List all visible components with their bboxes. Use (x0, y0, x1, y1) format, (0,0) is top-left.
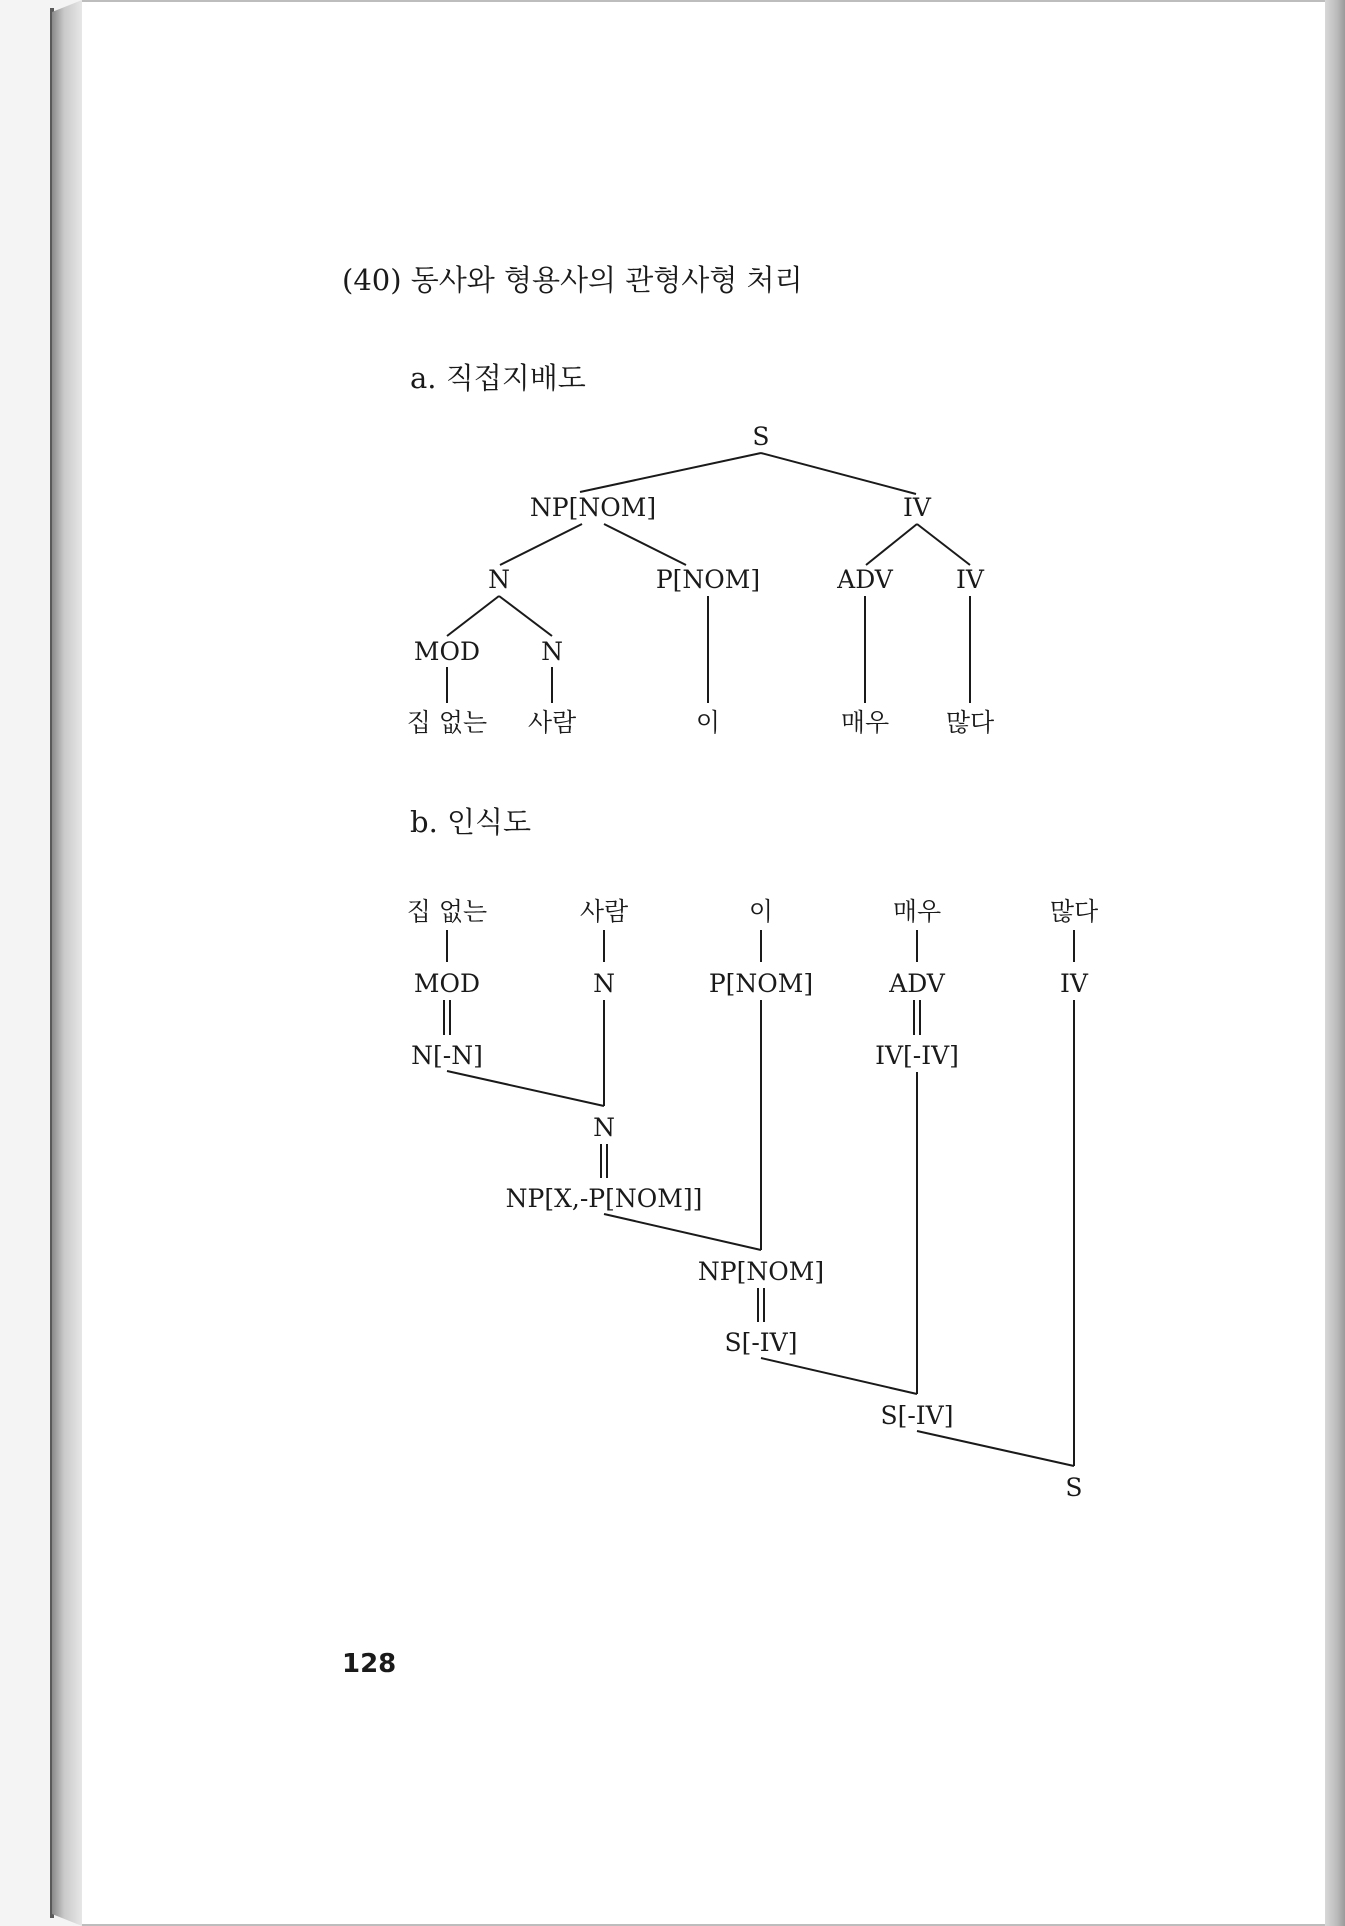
tree-a-edge-np-n (500, 524, 582, 565)
tree-a-edge-s-np (580, 453, 761, 492)
tree-a-node-S: S (752, 422, 770, 451)
tree-b-word-manta: 많다 (1049, 897, 1099, 926)
tree-a-node-n: N (488, 565, 510, 594)
tree-a-edge-iv-adv (866, 524, 917, 565)
tree-b-edge-final-combine (917, 1431, 1074, 1466)
tree-b-node-s-final: S (1065, 1473, 1083, 1502)
tree-b-word-maeu: 매우 (892, 897, 942, 926)
tree-a-word-saram: 사람 (527, 708, 577, 737)
tree-b-node-s-minus-iv-1: S[-IV] (724, 1328, 798, 1357)
tree-b-node-n-minus-n: N[-N] (411, 1041, 483, 1070)
tree-b-node-mod: MOD (413, 969, 481, 998)
tree-a-node-mod: MOD (413, 637, 481, 666)
tree-b-word-i: 이 (748, 897, 774, 926)
tree-a-word-manta: 많다 (945, 708, 995, 737)
tree-a-edge-n-mod (447, 596, 499, 636)
tree-a-edge-s-iv (761, 453, 916, 494)
tree-a-word-maeu: 매우 (840, 708, 890, 737)
tree-a-node-iv: IV (956, 565, 984, 594)
tree-b-node-n-mid: N (593, 1113, 615, 1142)
tree-b-word-jip: 집 없는 (406, 897, 488, 926)
tree-a-node-iv-top: IV (903, 493, 931, 522)
tree-b-node-iv-minus-iv: IV[-IV] (875, 1041, 959, 1070)
tree-b-edge-s-combine (761, 1358, 917, 1394)
tree-b-node-adv: ADV (889, 969, 945, 998)
page-number: 128 (342, 1649, 397, 1679)
tree-b-edge-npx-combine (604, 1214, 761, 1250)
tree-b-word-saram: 사람 (579, 897, 629, 926)
tree-b-node-n: N (593, 969, 615, 998)
section-a-label: a. 직접지배도 (410, 361, 586, 395)
tree-a-edge-n-n (499, 596, 552, 636)
tree-a-edge-iv-iv (917, 524, 970, 565)
tree-b-node-s-minus-iv-2: S[-IV] (880, 1401, 954, 1430)
tree-a-node-adv: ADV (837, 565, 893, 594)
tree-b-node-np-nom: NP[NOM] (697, 1257, 825, 1286)
tree-b-edge-nn-combine (447, 1071, 604, 1106)
tree-b-node-np-x: NP[X,-P[NOM]] (505, 1184, 703, 1213)
tree-a-node-p-nom: P[NOM] (655, 565, 761, 594)
tree-b (407, 897, 1099, 1502)
example-title: (40) 동사와 형용사의 관형사형 처리 (342, 263, 803, 297)
tree-a (407, 422, 995, 737)
section-b-label: b. 인식도 (410, 805, 532, 839)
tree-a-edge-np-p (604, 524, 686, 565)
tree-b-node-iv: IV (1060, 969, 1088, 998)
tree-a-word-jip: 집 없는 (406, 708, 488, 737)
tree-a-word-i: 이 (695, 708, 721, 737)
tree-a-node-np-nom: NP[NOM] (529, 493, 657, 522)
tree-a-node-n2: N (541, 637, 563, 666)
tree-b-node-p-nom: P[NOM] (708, 969, 814, 998)
